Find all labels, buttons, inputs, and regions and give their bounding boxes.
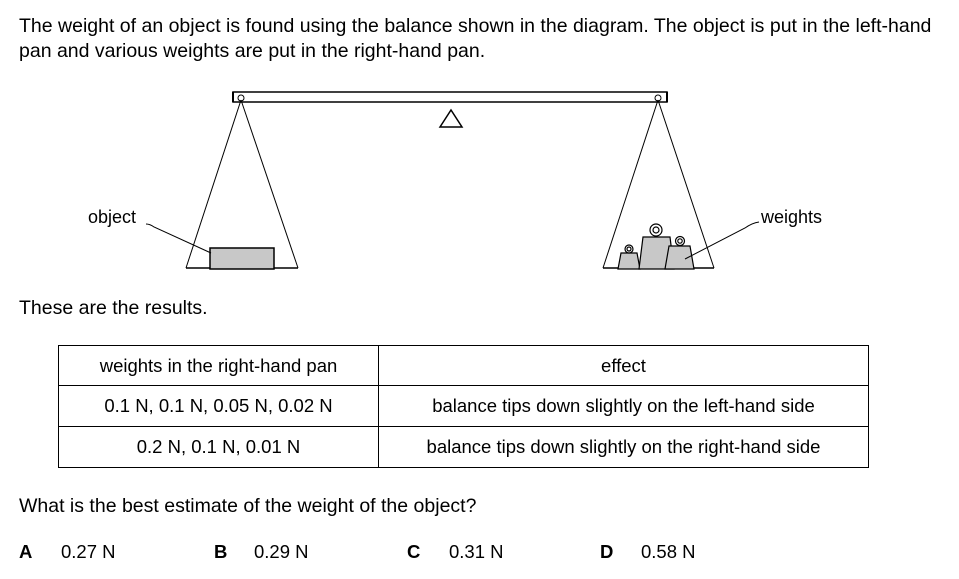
row2-weights: 0.2 N, 0.1 N, 0.01 N: [59, 427, 379, 468]
row1-weights: 0.1 N, 0.1 N, 0.05 N, 0.02 N: [59, 386, 379, 427]
header-effect: effect: [379, 346, 869, 386]
option-value: 0.58 N: [641, 541, 696, 562]
option-letter: D: [600, 541, 614, 562]
balance-beam: [233, 92, 667, 102]
pivot-triangle: [440, 110, 462, 127]
option-value: 0.29 N: [254, 541, 309, 562]
results-intro: These are the results.: [19, 297, 208, 319]
results-table: [58, 345, 869, 468]
question-prompt: What is the best estimate of the weight of the object?: [19, 495, 477, 517]
option-letter: C: [407, 541, 421, 562]
table-header-row: [59, 346, 869, 386]
option-letter: A: [19, 541, 33, 562]
question-intro: The weight of an object is found using the balance shown in the diagram. The object is put in the left-hand pan and various weights are put in the right-hand pan.: [19, 15, 932, 62]
weights-stack: [618, 224, 694, 269]
row2-effect: balance tips down slightly on the right-hand side: [379, 427, 869, 468]
table-row: [59, 386, 869, 427]
object-label: object: [88, 207, 137, 227]
table-row: [59, 427, 869, 468]
option-letter: B: [214, 541, 228, 562]
row1-effect: balance tips down slightly on the left-hand side: [379, 386, 869, 427]
object-block: [210, 248, 274, 269]
option-value: 0.31 N: [449, 541, 504, 562]
option-value: 0.27 N: [61, 541, 116, 562]
option-c[interactable]: [407, 541, 504, 563]
weights-label: weights: [761, 207, 823, 227]
option-b[interactable]: [214, 541, 309, 563]
option-d[interactable]: [600, 541, 696, 563]
header-weights: weights in the right-hand pan: [59, 346, 379, 386]
option-a[interactable]: [19, 541, 116, 563]
